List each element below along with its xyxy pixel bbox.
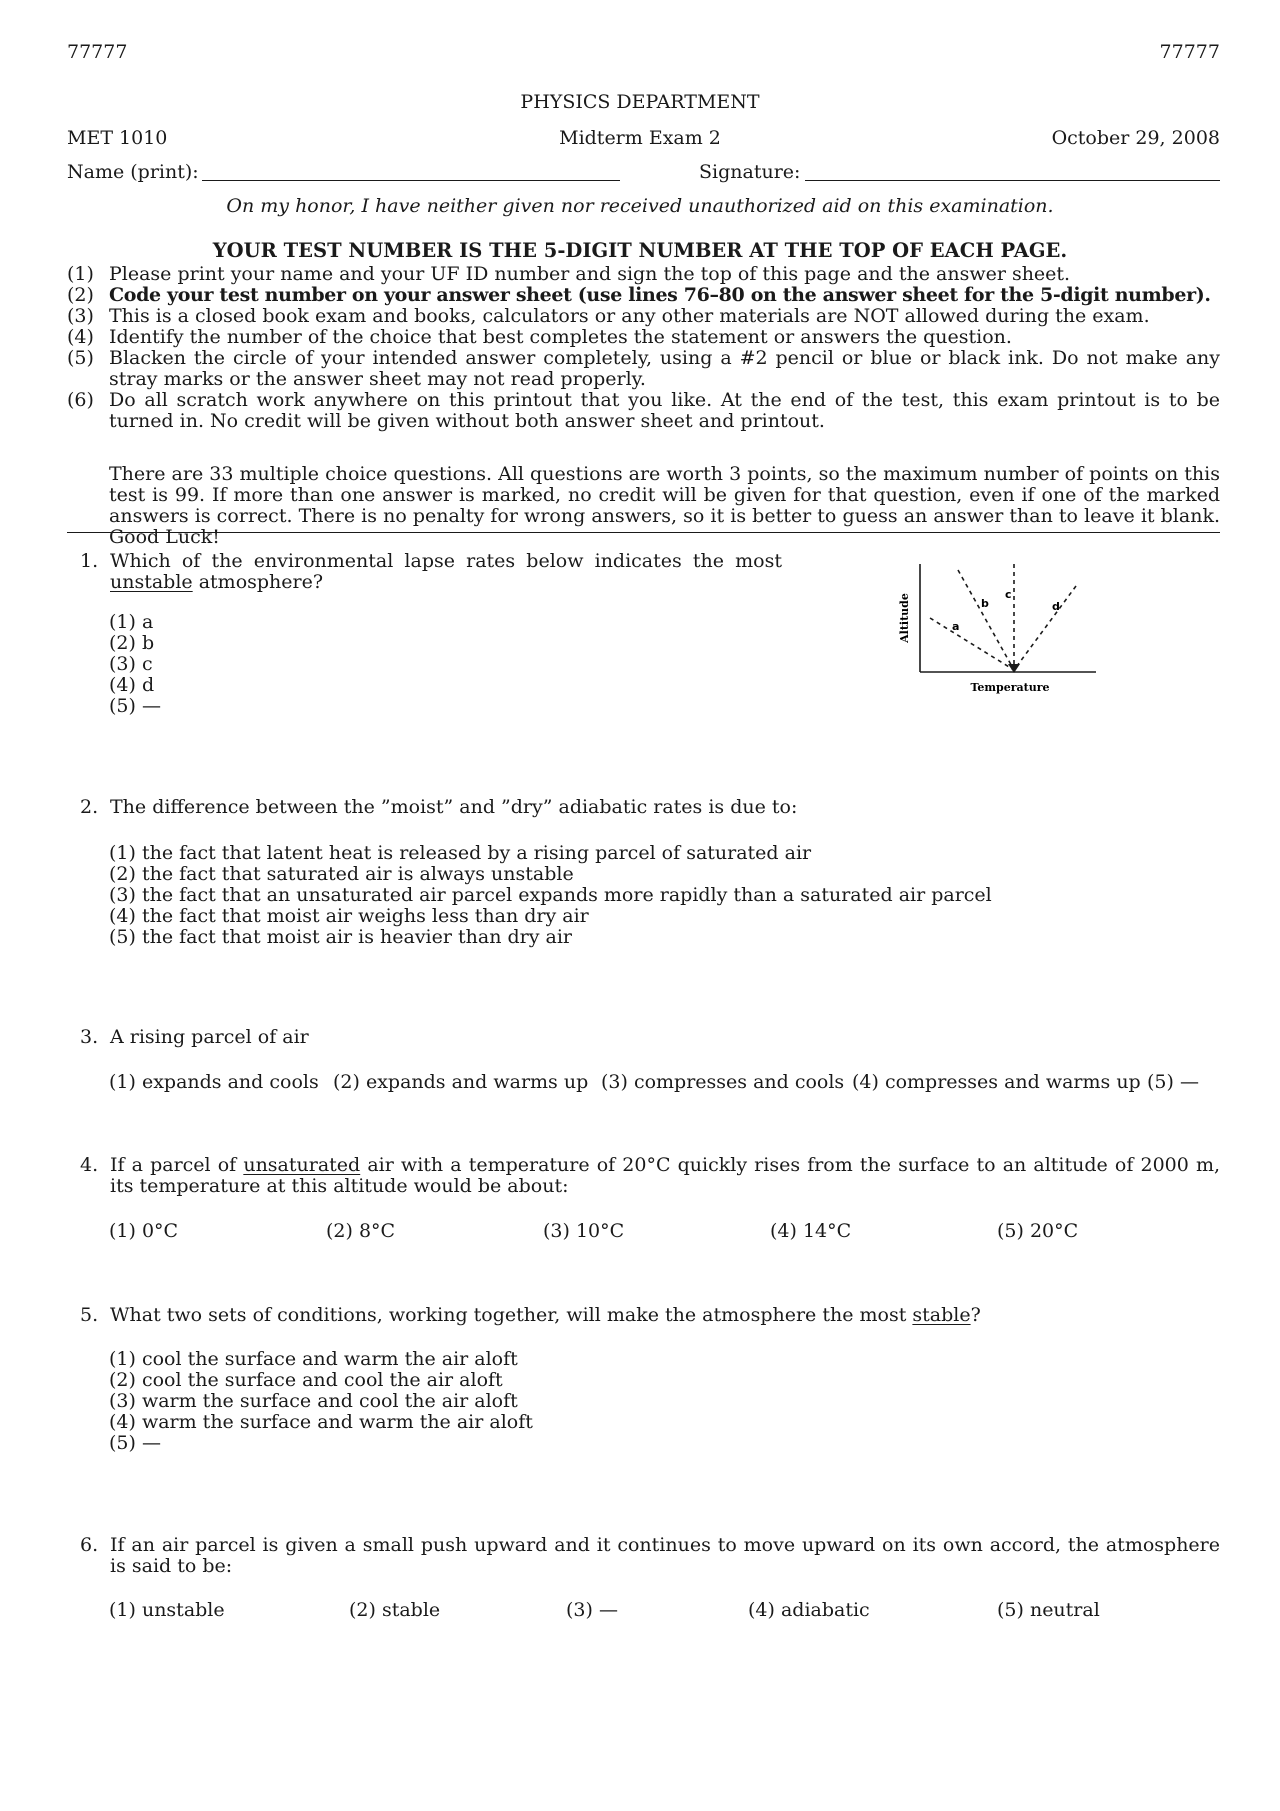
lapse-line-b [958, 570, 1014, 670]
y-axis-label: Altitude [898, 593, 911, 643]
option[interactable]: (3) — [566, 1599, 618, 1621]
test-number-notice: YOUR TEST NUMBER IS THE 5-DIGIT NUMBER AT THE TOP OF EACH PAGE. [212, 239, 1068, 262]
name-label: Name (print): [67, 161, 199, 183]
option[interactable]: (2) the fact that saturated air is always unstable [109, 863, 574, 885]
lapse-line-d [1014, 586, 1076, 670]
question-text: A rising parcel of air [110, 1026, 309, 1048]
question-text: Which of the environmental lapse rates below indicates the most unstable atmosphere? [110, 550, 782, 593]
option[interactable]: (2) 8°C [326, 1220, 396, 1242]
option[interactable]: (3) warm the surface and cool the air aloft [109, 1390, 518, 1412]
option[interactable]: (1) the fact that latent heat is released by a rising parcel of saturated air [109, 842, 812, 864]
instruction-text: Identify the number of the choice that best completes the statement or answers the question. [109, 326, 1012, 348]
question-number: 6. [80, 1534, 99, 1556]
line-label-c: c [1005, 588, 1012, 601]
option[interactable]: (4) 14°C [770, 1220, 852, 1242]
department-title: PHYSICS DEPARTMENT [520, 91, 760, 113]
option[interactable]: (1) expands and cools [109, 1071, 319, 1093]
instruction-number: (1) [67, 263, 94, 285]
instruction-number: (5) [67, 347, 94, 369]
lapse-rate-diagram [890, 558, 1110, 700]
option[interactable]: (2) expands and warms up [333, 1071, 589, 1093]
option[interactable]: (5) — [109, 1432, 161, 1454]
option[interactable]: (1) unstable [109, 1599, 225, 1621]
option[interactable]: (3) compresses and cools [601, 1071, 845, 1093]
option[interactable]: (1) cool the surface and warm the air aloft [109, 1348, 518, 1370]
instruction-text: Code your test number on your answer sheet (use lines 76–80 on the answer sheet for the 5-digit number). [109, 284, 1211, 306]
option[interactable]: (3) 10°C [543, 1220, 625, 1242]
option[interactable]: (4) adiabatic [748, 1599, 870, 1621]
option[interactable]: (1) a [109, 611, 154, 633]
instruction-number: (4) [67, 326, 94, 348]
exam-date: October 29, 2008 [1051, 127, 1220, 149]
signature-line[interactable] [805, 180, 1220, 181]
question-text: If a parcel of unsaturated air with a temperature of 20°C quickly rises from the surface to an altitude of 2000 m, its temperature at this altitude would be about: [110, 1154, 1221, 1197]
question-text: If an air parcel is given a small push upward and it continues to move upward on its own accord, the atmosphere is said to be: [110, 1534, 1220, 1577]
option[interactable]: (4) compresses and warms up [852, 1071, 1141, 1093]
course-code: MET 1010 [67, 127, 168, 149]
option[interactable]: (4) the fact that moist air weighs less than dry air [109, 905, 589, 927]
x-axis-label: Temperature [970, 681, 1050, 694]
question-number: 4. [80, 1154, 99, 1176]
option[interactable]: (3) the fact that an unsaturated air parcel expands more rapidly than a saturated air parcel [109, 884, 992, 906]
option[interactable]: (5) — [109, 695, 161, 717]
option[interactable]: (2) b [109, 632, 155, 654]
lapse-line-a [930, 618, 1014, 670]
instruction-number: (2) [67, 284, 94, 306]
instruction-text: Do all scratch work anywhere on this printout that you like. At the end of the test, this exam printout is to be turned in. No credit will be given without both answer sheet and printout. [109, 389, 1220, 432]
exam-title: Midterm Exam 2 [559, 127, 721, 149]
question-number: 5. [80, 1304, 99, 1326]
option[interactable]: (3) c [109, 653, 153, 675]
section-divider [67, 532, 1220, 533]
signature-label: Signature: [699, 161, 801, 183]
question-number: 1. [80, 550, 99, 572]
option[interactable]: (1) 0°C [109, 1220, 179, 1242]
honor-statement: On my honor, I have neither given nor received unauthorized aid on this examination. [226, 195, 1054, 217]
emphasis-underline: unstable [110, 571, 193, 593]
question-text: What two sets of conditions, working together, will make the atmosphere the most stable? [110, 1304, 981, 1326]
test-code-right: 77777 [1159, 41, 1220, 63]
instruction-text: Please print your name and your UF ID number and sign the top of this page and the answer sheet. [109, 263, 1071, 285]
question-number: 3. [80, 1026, 99, 1048]
instruction-text: Blacken the circle of your intended answer completely, using a #2 pencil or blue or black ink. Do not make any stray marks or the answer sheet may not read properly. [109, 347, 1220, 390]
question-text: The difference between the ”moist” and ”dry” adiabatic rates is due to: [110, 796, 798, 818]
exam-summary: There are 33 multiple choice questions. All questions are worth 3 points, so the maximum number of points on this test is 99. If more than one answer is marked, no credit will be given for that question, even if one of the marked answers is correct. There is no penalty for wrong answers, so it is better to guess an answer than to leave it blank. Good Luck! [109, 463, 1220, 548]
line-label-a: a [952, 620, 960, 633]
option[interactable]: (2) cool the surface and cool the air aloft [109, 1369, 503, 1391]
line-label-d: d [1052, 600, 1060, 613]
name-line[interactable] [202, 180, 620, 181]
test-code-left: 77777 [67, 41, 128, 63]
option[interactable]: (2) stable [349, 1599, 441, 1621]
option[interactable]: (4) warm the surface and warm the air aloft [109, 1411, 533, 1433]
instruction-number: (6) [67, 389, 94, 411]
instruction-text: This is a closed book exam and books, calculators or any other materials are NOT allowed during the exam. [109, 305, 1150, 327]
option[interactable]: (5) neutral [997, 1599, 1100, 1621]
line-label-b: b [981, 597, 989, 610]
option[interactable]: (4) d [109, 674, 155, 696]
question-number: 2. [80, 796, 99, 818]
instruction-number: (3) [67, 305, 94, 327]
emphasis-underline: stable [912, 1304, 971, 1326]
option[interactable]: (5) 20°C [997, 1220, 1079, 1242]
emphasis-underline: unsaturated [243, 1154, 361, 1176]
option[interactable]: (5) — [1147, 1071, 1199, 1093]
option[interactable]: (5) the fact that moist air is heavier than dry air [109, 926, 572, 948]
